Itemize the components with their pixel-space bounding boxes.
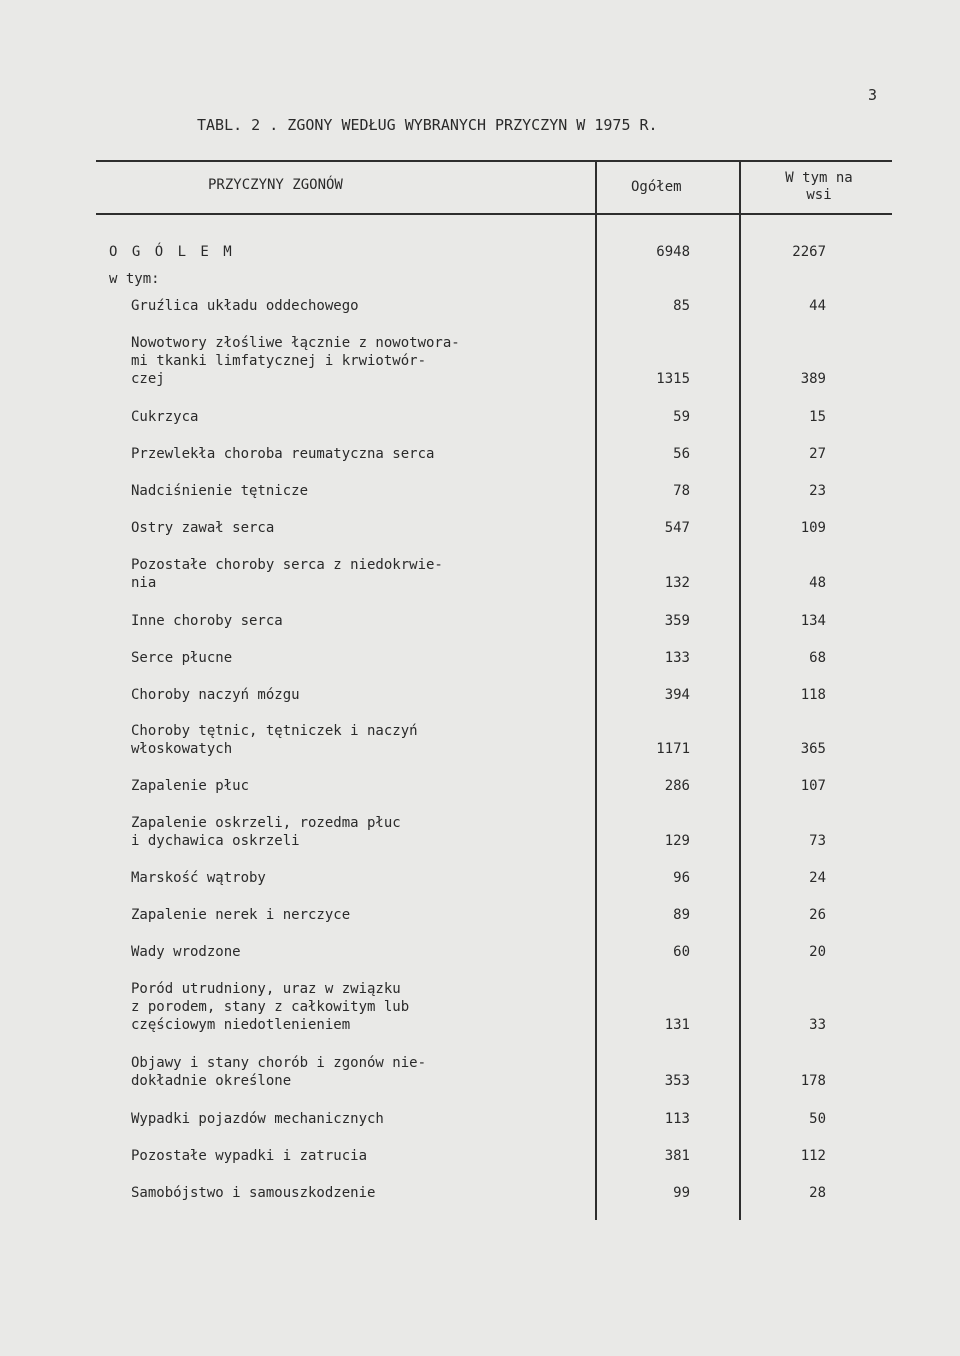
row-rural: 109	[800, 520, 826, 536]
row-rural: 2267	[792, 244, 826, 260]
row-label: Wypadki pojazdów mechanicznych	[131, 1111, 384, 1127]
row-total: 99	[673, 1185, 690, 1201]
row-rural: 68	[809, 650, 826, 666]
row-total: 85	[673, 298, 690, 314]
row-total: 394	[664, 687, 690, 703]
page-number: 3	[868, 86, 878, 104]
row-total: 96	[673, 870, 690, 886]
row-label: Samobójstwo i samouszkodzenie	[131, 1185, 376, 1201]
row-rural: 20	[809, 944, 826, 960]
row-total: 129	[664, 833, 690, 849]
row-rural: 389	[800, 371, 826, 387]
row-total: 56	[673, 446, 690, 462]
row-rural: 178	[800, 1073, 826, 1089]
row-label: Marskość wątroby	[131, 870, 266, 886]
row-rural: 118	[800, 687, 826, 703]
row-label: Ostry zawał serca	[131, 520, 275, 536]
row-label: O G Ó L E M	[109, 244, 235, 260]
row-total: 547	[664, 520, 690, 536]
row-label: Nowotwory złośliwe łącznie z nowotwora- mi tkanki limfatycznej i krwiotwór- czej	[131, 335, 460, 387]
row-rural: 33	[809, 1017, 826, 1033]
row-total: 359	[664, 613, 690, 629]
row-total: 131	[664, 1017, 690, 1033]
row-rural: 112	[800, 1148, 826, 1164]
column-divider-2	[739, 162, 741, 1220]
row-rural: 28	[809, 1185, 826, 1201]
row-label: Serce płucne	[131, 650, 233, 666]
row-label: Zapalenie nerek i nerczyce	[131, 907, 351, 923]
row-label: Gruźlica układu oddechowego	[131, 298, 359, 314]
row-label: Inne choroby serca	[131, 613, 283, 629]
row-total: 132	[664, 575, 690, 591]
row-total: 133	[664, 650, 690, 666]
row-total: 89	[673, 907, 690, 923]
header-total: Ogółem	[631, 179, 682, 195]
row-rural: 27	[809, 446, 826, 462]
row-rural: 50	[809, 1111, 826, 1127]
row-total: 1315	[656, 371, 690, 387]
header-rural: W tym na wsi	[785, 170, 853, 203]
row-total: 59	[673, 409, 690, 425]
row-total: 78	[673, 483, 690, 499]
row-label: w tym:	[109, 271, 160, 287]
header-cause: PRZYCZYNY ZGONÓW	[208, 177, 343, 193]
row-label: Pozostałe wypadki i zatrucia	[131, 1148, 368, 1164]
row-label: Wady wrodzone	[131, 944, 241, 960]
row-rural: 26	[809, 907, 826, 923]
row-total: 113	[664, 1111, 690, 1127]
table-title: TABL. 2 . ZGONY WEDŁUG WYBRANYCH PRZYCZYN W 1975 R.	[197, 116, 658, 134]
row-rural: 23	[809, 483, 826, 499]
row-total: 60	[673, 944, 690, 960]
row-label: Choroby tętnic, tętniczek i naczyń włoskowatych	[131, 723, 418, 757]
row-total: 1171	[656, 741, 690, 757]
row-rural: 134	[800, 613, 826, 629]
row-total: 381	[664, 1148, 690, 1164]
row-rural: 15	[809, 409, 826, 425]
row-rural: 365	[800, 741, 826, 757]
row-label: Cukrzyca	[131, 409, 199, 425]
row-label: Zapalenie oskrzeli, rozedma płuc i dychawica oskrzeli	[131, 815, 401, 849]
row-total: 6948	[656, 244, 690, 260]
row-rural: 73	[809, 833, 826, 849]
row-label: Choroby naczyń mózgu	[131, 687, 300, 703]
header-bottom-rule	[96, 213, 892, 215]
column-divider-1	[595, 162, 597, 1220]
row-label: Przewlekła choroba reumatyczna serca	[131, 446, 435, 462]
row-label: Objawy i stany chorób i zgonów nie- dokładnie określone	[131, 1055, 427, 1089]
row-rural: 48	[809, 575, 826, 591]
row-label: Poród utrudniony, uraz w związku z porodem, stany z całkowitym lub częściowym niedotlenieniem	[131, 981, 410, 1033]
row-total: 286	[664, 778, 690, 794]
row-rural: 24	[809, 870, 826, 886]
row-label: Pozostałe choroby serca z niedokrwie- nia	[131, 557, 443, 591]
row-label: Zapalenie płuc	[131, 778, 250, 794]
row-rural: 44	[809, 298, 826, 314]
row-rural: 107	[800, 778, 826, 794]
row-label: Nadciśnienie tętnicze	[131, 483, 309, 499]
row-total: 353	[664, 1073, 690, 1089]
table-top-rule	[96, 160, 892, 162]
